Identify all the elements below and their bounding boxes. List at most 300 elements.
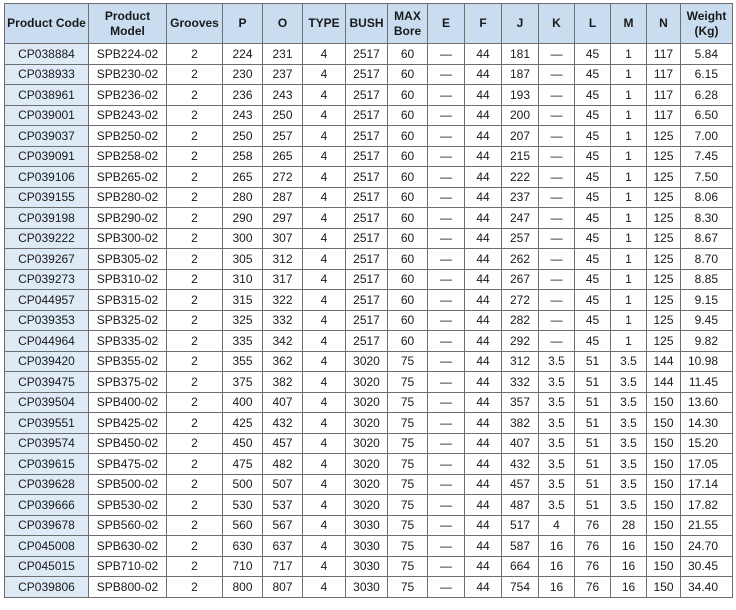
cell-type: 4 [303, 413, 346, 434]
cell-e: — [428, 167, 465, 188]
cell-maxbore: 75 [388, 433, 428, 454]
cell-k: 3.5 [539, 454, 575, 475]
cell-code: CP039273 [5, 269, 89, 290]
table-row [5, 351, 733, 372]
cell-code: CP038884 [5, 44, 89, 65]
cell-weight: 15.20 [681, 433, 733, 454]
cell-k: — [539, 126, 575, 147]
cell-model: SPB265-02 [89, 167, 167, 188]
cell-f: 44 [465, 85, 502, 106]
cell-j: 247 [502, 208, 539, 229]
cell-o: 272 [263, 167, 303, 188]
cell-o: 362 [263, 351, 303, 372]
cell-k: — [539, 269, 575, 290]
cell-type: 4 [303, 392, 346, 413]
cell-m: 1 [611, 228, 647, 249]
cell-p: 258 [223, 146, 263, 167]
column-header-grooves: Grooves [167, 4, 223, 44]
cell-type: 4 [303, 208, 346, 229]
cell-weight: 9.82 [681, 331, 733, 352]
cell-grooves: 2 [167, 249, 223, 270]
cell-code: CP044957 [5, 290, 89, 311]
cell-l: 45 [575, 249, 611, 270]
cell-code: CP045008 [5, 536, 89, 557]
cell-type: 4 [303, 310, 346, 331]
cell-l: 76 [575, 536, 611, 557]
header-row [5, 4, 733, 44]
cell-e: — [428, 372, 465, 393]
cell-type: 4 [303, 249, 346, 270]
cell-o: 237 [263, 64, 303, 85]
cell-code: CP039155 [5, 187, 89, 208]
cell-model: SPB258-02 [89, 146, 167, 167]
cell-code: CP039420 [5, 351, 89, 372]
cell-j: 207 [502, 126, 539, 147]
cell-model: SPB425-02 [89, 413, 167, 434]
cell-e: — [428, 556, 465, 577]
cell-maxbore: 75 [388, 372, 428, 393]
cell-model: SPB450-02 [89, 433, 167, 454]
cell-l: 45 [575, 85, 611, 106]
cell-weight: 11.45 [681, 372, 733, 393]
cell-type: 4 [303, 85, 346, 106]
cell-weight: 21.55 [681, 515, 733, 536]
cell-f: 44 [465, 351, 502, 372]
cell-l: 45 [575, 146, 611, 167]
cell-o: 265 [263, 146, 303, 167]
cell-bush: 3020 [346, 372, 388, 393]
cell-p: 355 [223, 351, 263, 372]
cell-grooves: 2 [167, 331, 223, 352]
cell-maxbore: 60 [388, 85, 428, 106]
column-header-k: K [539, 4, 575, 44]
table-row [5, 44, 733, 65]
cell-o: 807 [263, 577, 303, 598]
cell-type: 4 [303, 331, 346, 352]
cell-bush: 3030 [346, 536, 388, 557]
column-header-f: F [465, 4, 502, 44]
cell-code: CP039001 [5, 105, 89, 126]
cell-weight: 5.84 [681, 44, 733, 65]
cell-o: 287 [263, 187, 303, 208]
cell-n: 150 [647, 515, 681, 536]
cell-o: 250 [263, 105, 303, 126]
cell-type: 4 [303, 372, 346, 393]
cell-maxbore: 60 [388, 249, 428, 270]
column-header-o: O [263, 4, 303, 44]
table-row [5, 556, 733, 577]
cell-code: CP039666 [5, 495, 89, 516]
cell-grooves: 2 [167, 167, 223, 188]
cell-p: 630 [223, 536, 263, 557]
cell-p: 230 [223, 64, 263, 85]
cell-k: — [539, 187, 575, 208]
cell-m: 3.5 [611, 351, 647, 372]
column-header-model: Product Model [89, 4, 167, 44]
table-row [5, 85, 733, 106]
cell-e: — [428, 126, 465, 147]
cell-bush: 3030 [346, 577, 388, 598]
cell-f: 44 [465, 474, 502, 495]
cell-m: 3.5 [611, 433, 647, 454]
cell-f: 44 [465, 105, 502, 126]
cell-p: 224 [223, 44, 263, 65]
cell-maxbore: 75 [388, 392, 428, 413]
cell-grooves: 2 [167, 577, 223, 598]
cell-l: 51 [575, 454, 611, 475]
cell-model: SPB800-02 [89, 577, 167, 598]
cell-e: — [428, 495, 465, 516]
cell-type: 4 [303, 105, 346, 126]
cell-n: 125 [647, 269, 681, 290]
cell-maxbore: 75 [388, 474, 428, 495]
cell-weight: 9.15 [681, 290, 733, 311]
cell-code: CP039504 [5, 392, 89, 413]
cell-model: SPB325-02 [89, 310, 167, 331]
cell-model: SPB280-02 [89, 187, 167, 208]
cell-j: 222 [502, 167, 539, 188]
cell-f: 44 [465, 228, 502, 249]
cell-weight: 8.85 [681, 269, 733, 290]
cell-model: SPB335-02 [89, 331, 167, 352]
cell-f: 44 [465, 208, 502, 229]
cell-model: SPB310-02 [89, 269, 167, 290]
cell-e: — [428, 146, 465, 167]
cell-weight: 7.45 [681, 146, 733, 167]
cell-f: 44 [465, 372, 502, 393]
column-header-weight: Weight (Kg) [681, 4, 733, 44]
column-header-type: TYPE [303, 4, 346, 44]
cell-bush: 3020 [346, 392, 388, 413]
table-row [5, 249, 733, 270]
table-row [5, 515, 733, 536]
table-row [5, 290, 733, 311]
cell-maxbore: 60 [388, 228, 428, 249]
cell-model: SPB230-02 [89, 64, 167, 85]
cell-type: 4 [303, 536, 346, 557]
cell-p: 425 [223, 413, 263, 434]
cell-o: 317 [263, 269, 303, 290]
cell-o: 637 [263, 536, 303, 557]
cell-o: 332 [263, 310, 303, 331]
cell-maxbore: 75 [388, 351, 428, 372]
cell-maxbore: 75 [388, 577, 428, 598]
cell-bush: 2517 [346, 249, 388, 270]
cell-model: SPB224-02 [89, 44, 167, 65]
cell-n: 144 [647, 372, 681, 393]
cell-model: SPB355-02 [89, 351, 167, 372]
cell-p: 530 [223, 495, 263, 516]
cell-p: 475 [223, 454, 263, 475]
cell-e: — [428, 105, 465, 126]
cell-n: 150 [647, 454, 681, 475]
column-header-maxbore: MAX Bore [388, 4, 428, 44]
cell-k: — [539, 208, 575, 229]
cell-e: — [428, 64, 465, 85]
cell-l: 76 [575, 515, 611, 536]
cell-type: 4 [303, 167, 346, 188]
cell-p: 243 [223, 105, 263, 126]
cell-e: — [428, 85, 465, 106]
cell-model: SPB250-02 [89, 126, 167, 147]
cell-f: 44 [465, 515, 502, 536]
cell-k: 3.5 [539, 474, 575, 495]
cell-e: — [428, 228, 465, 249]
cell-grooves: 2 [167, 269, 223, 290]
cell-maxbore: 60 [388, 126, 428, 147]
column-header-j: J [502, 4, 539, 44]
cell-model: SPB243-02 [89, 105, 167, 126]
cell-grooves: 2 [167, 372, 223, 393]
cell-l: 45 [575, 208, 611, 229]
cell-f: 44 [465, 146, 502, 167]
cell-bush: 3020 [346, 433, 388, 454]
cell-weight: 9.45 [681, 310, 733, 331]
cell-j: 181 [502, 44, 539, 65]
cell-weight: 6.50 [681, 105, 733, 126]
cell-m: 16 [611, 577, 647, 598]
cell-type: 4 [303, 454, 346, 475]
cell-k: 16 [539, 556, 575, 577]
cell-grooves: 2 [167, 556, 223, 577]
table-row [5, 454, 733, 475]
cell-j: 262 [502, 249, 539, 270]
cell-e: — [428, 351, 465, 372]
cell-maxbore: 60 [388, 187, 428, 208]
cell-code: CP039198 [5, 208, 89, 229]
cell-k: 16 [539, 536, 575, 557]
cell-model: SPB630-02 [89, 536, 167, 557]
cell-type: 4 [303, 64, 346, 85]
cell-o: 297 [263, 208, 303, 229]
cell-k: 3.5 [539, 433, 575, 454]
cell-l: 45 [575, 187, 611, 208]
cell-p: 710 [223, 556, 263, 577]
cell-m: 1 [611, 187, 647, 208]
cell-grooves: 2 [167, 208, 223, 229]
cell-f: 44 [465, 454, 502, 475]
cell-weight: 6.28 [681, 85, 733, 106]
cell-n: 125 [647, 228, 681, 249]
cell-f: 44 [465, 310, 502, 331]
cell-maxbore: 60 [388, 310, 428, 331]
cell-p: 236 [223, 85, 263, 106]
cell-grooves: 2 [167, 310, 223, 331]
cell-e: — [428, 536, 465, 557]
cell-p: 560 [223, 515, 263, 536]
cell-type: 4 [303, 577, 346, 598]
cell-j: 292 [502, 331, 539, 352]
cell-grooves: 2 [167, 126, 223, 147]
column-header-bush: BUSH [346, 4, 388, 44]
cell-code: CP039574 [5, 433, 89, 454]
table-row [5, 105, 733, 126]
column-header-l: L [575, 4, 611, 44]
cell-code: CP039091 [5, 146, 89, 167]
cell-l: 45 [575, 64, 611, 85]
cell-o: 407 [263, 392, 303, 413]
cell-model: SPB290-02 [89, 208, 167, 229]
cell-e: — [428, 44, 465, 65]
cell-maxbore: 60 [388, 269, 428, 290]
cell-k: — [539, 146, 575, 167]
cell-bush: 3020 [346, 454, 388, 475]
cell-bush: 3020 [346, 474, 388, 495]
cell-j: 432 [502, 454, 539, 475]
cell-maxbore: 60 [388, 64, 428, 85]
cell-p: 315 [223, 290, 263, 311]
cell-weight: 8.70 [681, 249, 733, 270]
column-header-code: Product Code [5, 4, 89, 44]
cell-code: CP039222 [5, 228, 89, 249]
cell-grooves: 2 [167, 105, 223, 126]
cell-n: 150 [647, 556, 681, 577]
cell-k: 3.5 [539, 392, 575, 413]
table-row [5, 269, 733, 290]
cell-j: 267 [502, 269, 539, 290]
cell-model: SPB710-02 [89, 556, 167, 577]
cell-model: SPB475-02 [89, 454, 167, 475]
cell-e: — [428, 454, 465, 475]
cell-l: 51 [575, 392, 611, 413]
cell-m: 1 [611, 44, 647, 65]
table-row [5, 64, 733, 85]
cell-bush: 2517 [346, 228, 388, 249]
cell-l: 76 [575, 577, 611, 598]
cell-n: 150 [647, 536, 681, 557]
cell-type: 4 [303, 433, 346, 454]
cell-type: 4 [303, 290, 346, 311]
cell-o: 382 [263, 372, 303, 393]
cell-l: 45 [575, 269, 611, 290]
cell-l: 45 [575, 44, 611, 65]
cell-p: 290 [223, 208, 263, 229]
table-row [5, 331, 733, 352]
cell-j: 272 [502, 290, 539, 311]
cell-k: — [539, 167, 575, 188]
cell-f: 44 [465, 126, 502, 147]
cell-bush: 2517 [346, 85, 388, 106]
cell-j: 754 [502, 577, 539, 598]
cell-maxbore: 60 [388, 331, 428, 352]
table-row [5, 536, 733, 557]
cell-e: — [428, 331, 465, 352]
cell-weight: 24.70 [681, 536, 733, 557]
table-body [5, 44, 733, 598]
cell-k: — [539, 331, 575, 352]
cell-l: 45 [575, 290, 611, 311]
cell-p: 500 [223, 474, 263, 495]
cell-o: 507 [263, 474, 303, 495]
cell-p: 325 [223, 310, 263, 331]
cell-k: — [539, 310, 575, 331]
cell-n: 125 [647, 249, 681, 270]
cell-o: 482 [263, 454, 303, 475]
cell-m: 3.5 [611, 454, 647, 475]
cell-n: 125 [647, 167, 681, 188]
cell-o: 243 [263, 85, 303, 106]
cell-f: 44 [465, 536, 502, 557]
cell-weight: 13.60 [681, 392, 733, 413]
cell-p: 450 [223, 433, 263, 454]
cell-f: 44 [465, 290, 502, 311]
cell-m: 1 [611, 167, 647, 188]
cell-bush: 2517 [346, 126, 388, 147]
cell-o: 257 [263, 126, 303, 147]
cell-p: 375 [223, 372, 263, 393]
cell-k: — [539, 44, 575, 65]
cell-code: CP039267 [5, 249, 89, 270]
cell-j: 237 [502, 187, 539, 208]
cell-j: 382 [502, 413, 539, 434]
cell-j: 312 [502, 351, 539, 372]
cell-model: SPB500-02 [89, 474, 167, 495]
cell-code: CP039628 [5, 474, 89, 495]
cell-e: — [428, 249, 465, 270]
cell-o: 231 [263, 44, 303, 65]
cell-bush: 2517 [346, 331, 388, 352]
cell-grooves: 2 [167, 454, 223, 475]
cell-code: CP039615 [5, 454, 89, 475]
cell-model: SPB530-02 [89, 495, 167, 516]
cell-model: SPB236-02 [89, 85, 167, 106]
cell-o: 307 [263, 228, 303, 249]
cell-j: 487 [502, 495, 539, 516]
cell-p: 310 [223, 269, 263, 290]
cell-bush: 2517 [346, 64, 388, 85]
cell-grooves: 2 [167, 515, 223, 536]
cell-l: 51 [575, 351, 611, 372]
cell-grooves: 2 [167, 85, 223, 106]
cell-grooves: 2 [167, 413, 223, 434]
cell-l: 51 [575, 372, 611, 393]
cell-m: 3.5 [611, 372, 647, 393]
cell-k: 3.5 [539, 351, 575, 372]
cell-j: 282 [502, 310, 539, 331]
cell-m: 1 [611, 310, 647, 331]
cell-type: 4 [303, 515, 346, 536]
column-header-m: M [611, 4, 647, 44]
cell-bush: 2517 [346, 310, 388, 331]
table-row [5, 413, 733, 434]
cell-l: 45 [575, 310, 611, 331]
cell-n: 125 [647, 310, 681, 331]
cell-weight: 8.67 [681, 228, 733, 249]
cell-j: 193 [502, 85, 539, 106]
cell-e: — [428, 474, 465, 495]
cell-type: 4 [303, 187, 346, 208]
cell-grooves: 2 [167, 187, 223, 208]
cell-type: 4 [303, 269, 346, 290]
cell-n: 150 [647, 413, 681, 434]
cell-code: CP039678 [5, 515, 89, 536]
cell-type: 4 [303, 44, 346, 65]
cell-grooves: 2 [167, 146, 223, 167]
table-row [5, 228, 733, 249]
cell-n: 150 [647, 433, 681, 454]
cell-n: 117 [647, 85, 681, 106]
cell-p: 305 [223, 249, 263, 270]
cell-k: 16 [539, 577, 575, 598]
cell-code: CP038933 [5, 64, 89, 85]
cell-j: 664 [502, 556, 539, 577]
cell-type: 4 [303, 126, 346, 147]
cell-m: 28 [611, 515, 647, 536]
cell-f: 44 [465, 249, 502, 270]
cell-model: SPB560-02 [89, 515, 167, 536]
cell-model: SPB315-02 [89, 290, 167, 311]
cell-p: 400 [223, 392, 263, 413]
